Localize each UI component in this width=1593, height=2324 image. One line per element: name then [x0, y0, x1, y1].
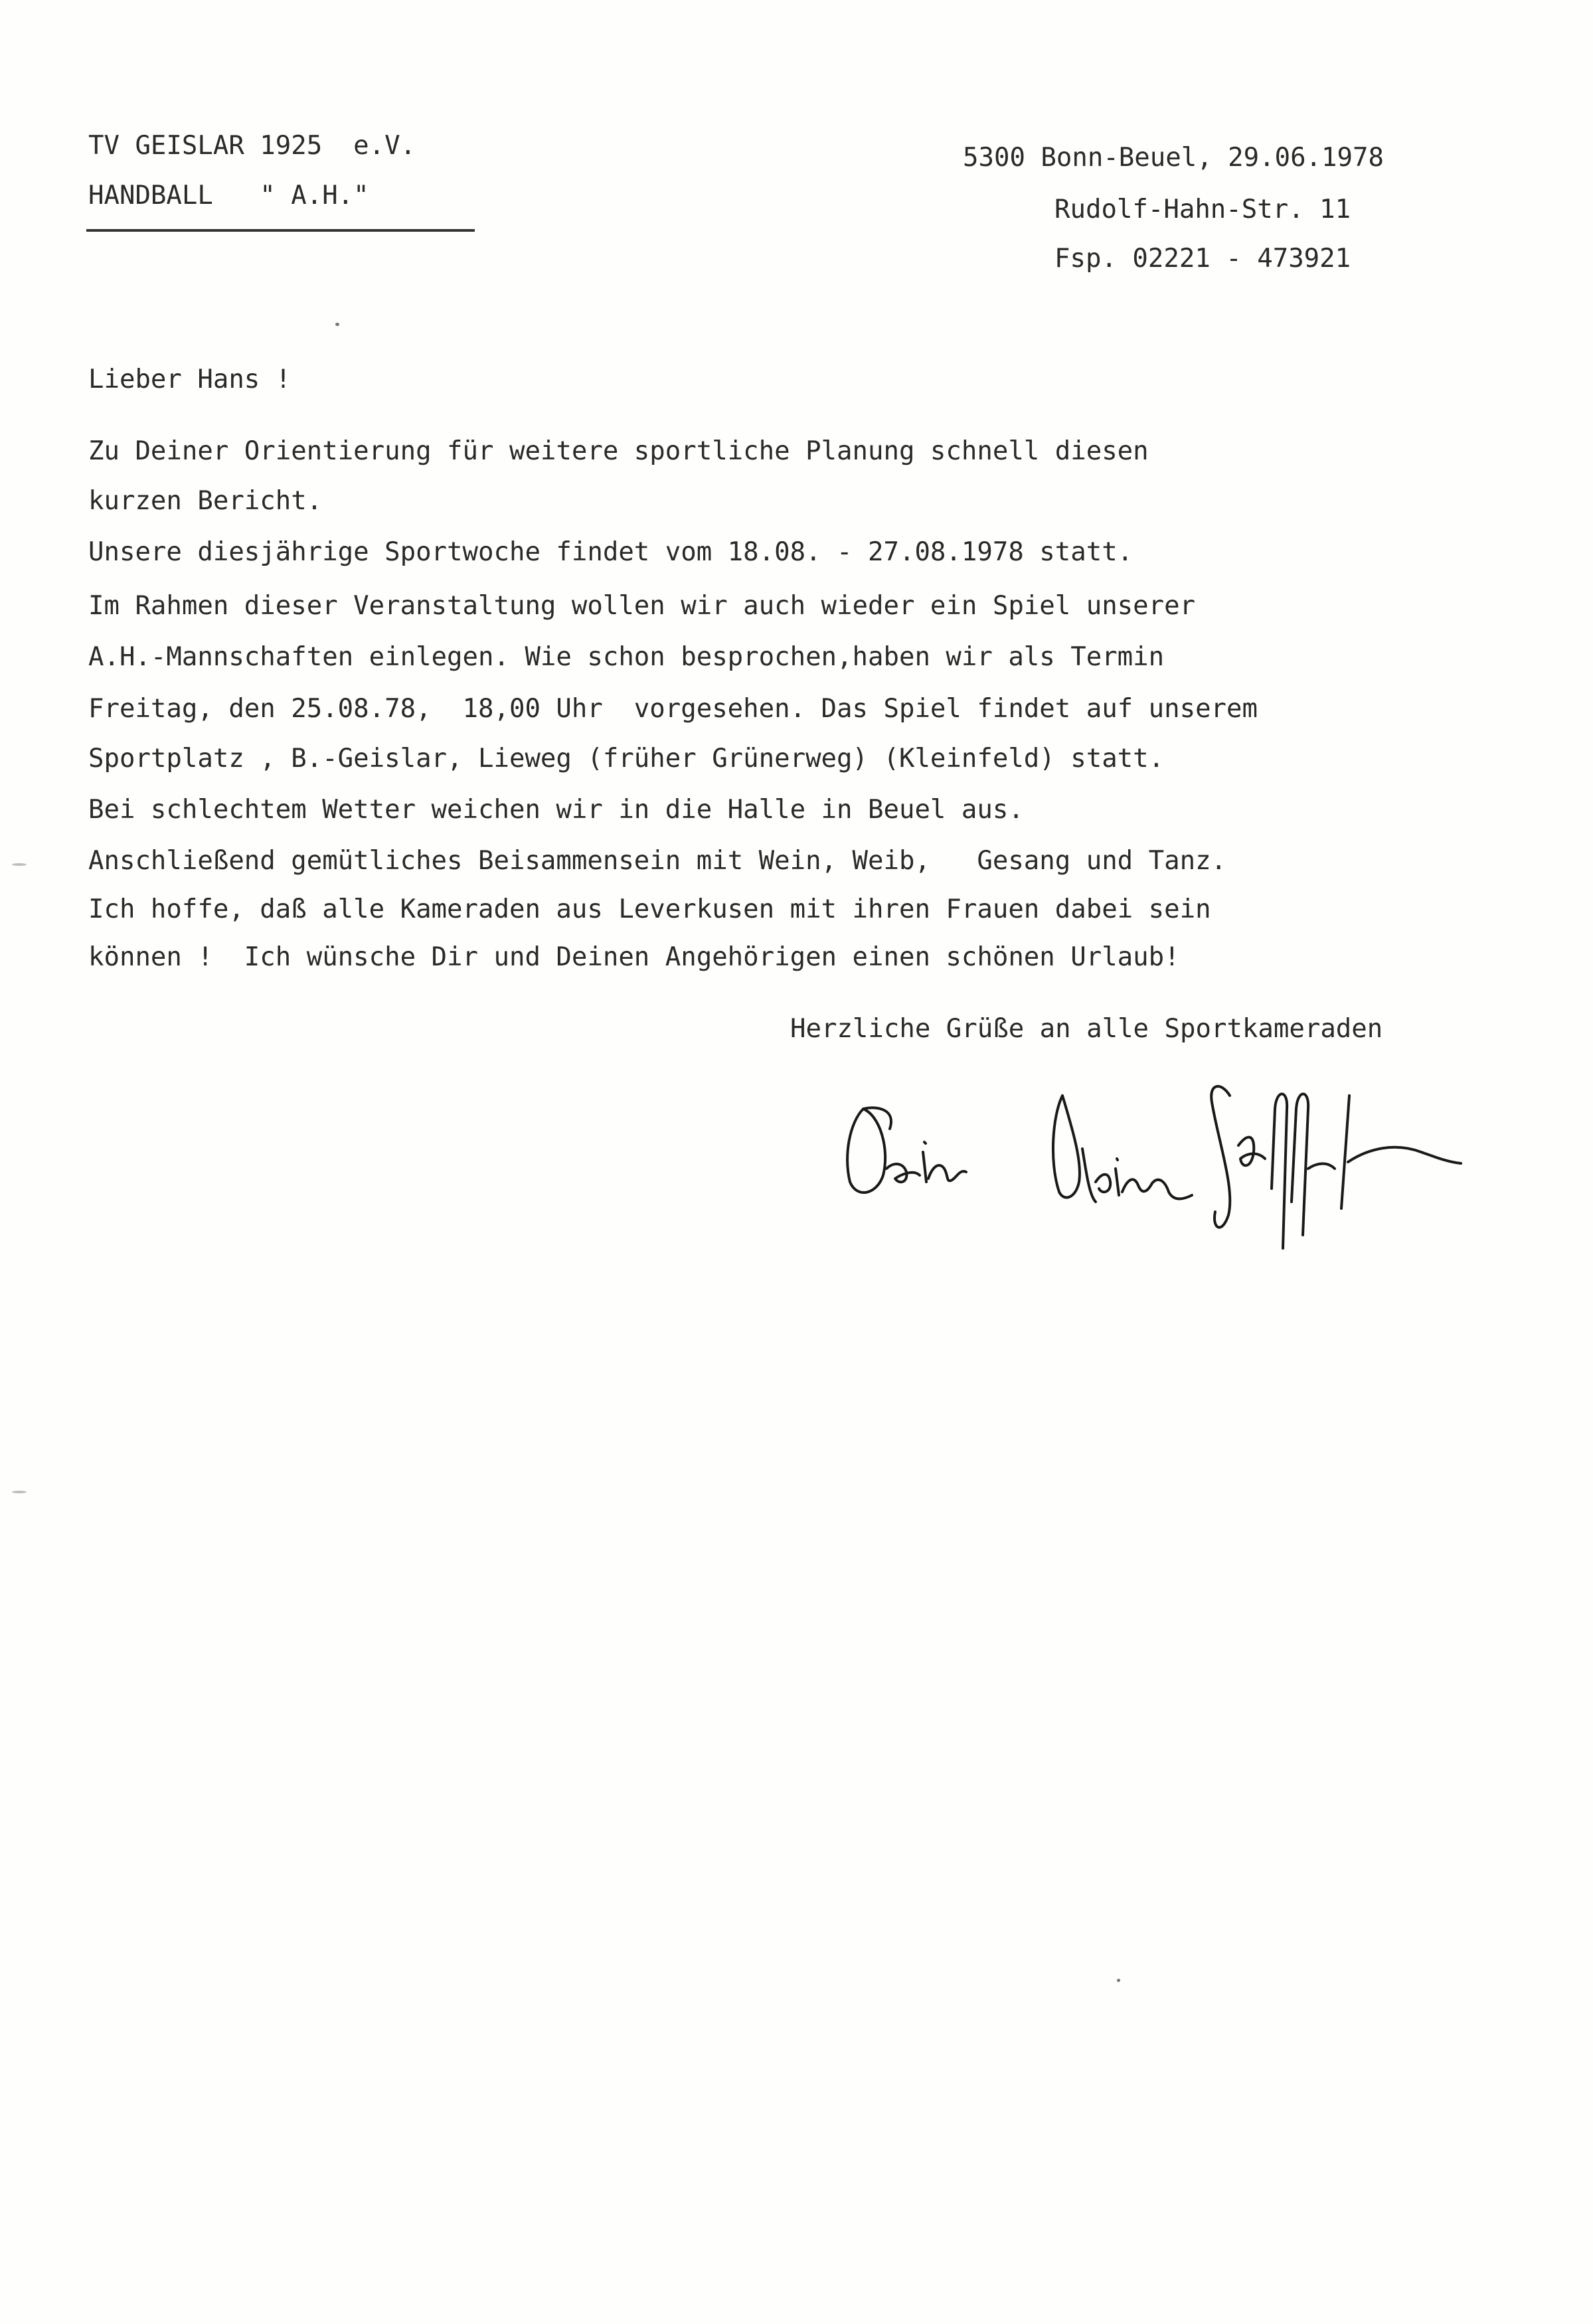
body-line: A.H.-Mannschaften einlegen. Wie schon besprochen,haben wir als Termin	[88, 642, 1165, 672]
body-line: können ! Ich wünsche Dir und Deinen Angehörigen einen schönen Urlaub!	[88, 942, 1180, 972]
place-date: 5300 Bonn-Beuel, 29.06.1978	[963, 143, 1384, 173]
body-line: Unsere diesjährige Sportwoche findet vom 18.08. - 27.08.1978 statt.	[88, 537, 1133, 567]
body-line: Anschließend gemütliches Beisammensein mit Wein, Weib, Gesang und Tanz.	[88, 846, 1227, 876]
closing-greeting: Herzliche Grüße an alle Sportkameraden	[790, 1014, 1383, 1044]
paper-speck	[335, 323, 339, 326]
body-line: Im Rahmen dieser Veranstaltung wollen wir auch wieder ein Spiel unserer	[88, 591, 1196, 621]
salutation: Lieber Hans !	[88, 365, 292, 394]
body-line: Ich hoffe, daß alle Kameraden aus Leverkusen mit ihren Frauen dabei sein	[88, 894, 1211, 924]
body-line: Zu Deiner Orientierung für weitere sportliche Planung schnell diesen	[88, 436, 1149, 466]
letterhead-club-line: TV GEISLAR 1925 e.V.	[88, 131, 416, 161]
street-address: Rudolf-Hahn-Str. 11	[1054, 195, 1351, 224]
handwritten-signature	[823, 1069, 1474, 1268]
paper-speck	[12, 863, 27, 866]
body-line: Sportplatz , B.-Geislar, Lieweg (früher Grünerweg) (Kleinfeld) statt.	[88, 744, 1165, 774]
body-line: kurzen Bericht.	[88, 486, 323, 516]
body-line: Bei schlechtem Wetter weichen wir in die Halle in Beuel aus.	[88, 795, 1024, 825]
paper-speck	[12, 1491, 27, 1493]
paper-speck	[1117, 1979, 1120, 1982]
phone-number: Fsp. 02221 - 473921	[1054, 244, 1351, 274]
letterhead-section-line: HANDBALL " A.H."	[88, 181, 369, 210]
body-line: Freitag, den 25.08.78, 18,00 Uhr vorgesehen. Das Spiel findet auf unserem	[88, 694, 1258, 724]
letterhead-underline	[86, 229, 475, 232]
